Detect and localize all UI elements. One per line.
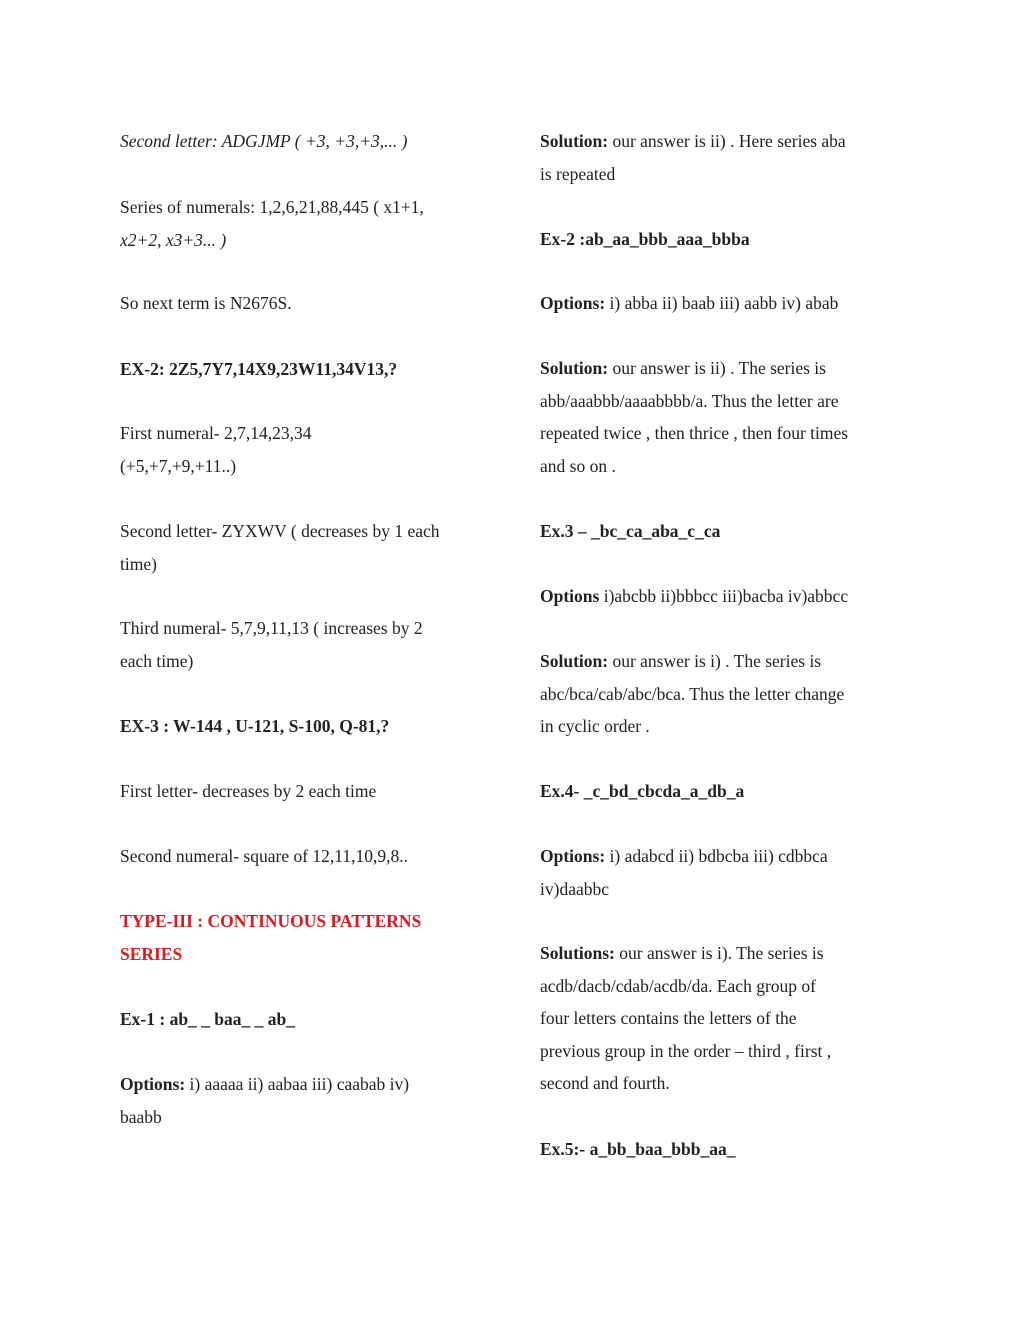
text-line: iv)daabbc	[540, 878, 609, 899]
text: our answer is i). The series is	[614, 943, 824, 963]
paragraph-solution-ex3	[540, 645, 920, 743]
paragraph-third-numeral	[120, 612, 500, 677]
text-line: time)	[120, 553, 157, 574]
label: Solution:	[540, 651, 609, 671]
text: i) aaaaa ii) aabaa iii) caabab iv)	[185, 1074, 410, 1094]
text-line: previous group in the order – third , first ,	[540, 1040, 832, 1061]
text-line: x2+2, x3+3... )	[120, 229, 227, 250]
text-line: Second letter: ADGJMP ( +3, +3,+3,... )	[120, 131, 408, 151]
text-line: Series of numerals: 1,2,6,21,88,445 ( x1+1,	[120, 197, 424, 217]
label: Solutions:	[540, 943, 615, 963]
example-heading-ex5	[540, 1133, 920, 1166]
text-line: Ex-1 : ab_ _ baa_ _ ab_	[120, 1009, 296, 1029]
text-line: Ex-2 :ab_aa_bbb_aaa_bbba	[540, 229, 750, 249]
paragraph-solution-ex2	[540, 352, 920, 482]
text-line: four letters contains the letters of the	[540, 1008, 797, 1028]
label: Options:	[540, 846, 606, 866]
example-heading-ex4	[540, 775, 920, 808]
text-line: abb/aaabbb/aaaabbbb/a. Thus the letter are	[540, 390, 839, 411]
paragraph-next-term	[120, 287, 500, 320]
label: Solution:	[540, 358, 609, 378]
paragraph-options-ex2	[540, 287, 920, 320]
text-line: Ex.3 – _bc_ca_aba_c_ca	[540, 521, 721, 541]
text: i)abcbb ii)bbbcc iii)bacba iv)abbcc	[599, 586, 849, 606]
paragraph-second-numeral	[120, 840, 500, 873]
text: our answer is ii) . Here series aba	[608, 131, 846, 151]
example-heading-ex2	[120, 353, 500, 386]
text-line: Second letter- ZYXWV ( decreases by 1 each	[120, 521, 440, 541]
example-heading-ex1	[120, 1003, 500, 1036]
text-line: acdb/dacb/cdab/acdb/da. Each group of	[540, 975, 816, 996]
text-line: EX-2: 2Z5,7Y7,14X9,23W11,34V13,?	[120, 359, 398, 379]
text-line: and so on .	[540, 455, 616, 476]
text-line: Second numeral- square of 12,11,10,9,8..	[120, 846, 409, 866]
text-line: Ex.5:- a_bb_baa_bbb_aa_	[540, 1139, 736, 1159]
text: our answer is ii) . The series is	[608, 358, 826, 378]
text-line: SERIES	[120, 943, 183, 964]
text-line: First letter- decreases by 2 each time	[120, 781, 377, 801]
text-line: baabb	[120, 1106, 162, 1127]
paragraph-solution-ex1	[540, 125, 920, 190]
text-line: repeated twice , then thrice , then four times	[540, 423, 849, 443]
text-line: Third numeral- 5,7,9,11,13 ( increases by 2	[120, 618, 423, 638]
text-line: in cyclic order .	[540, 716, 650, 736]
text-line: EX-3 : W-144 , U-121, S-100, Q-81,?	[120, 716, 390, 736]
label: Solution:	[540, 131, 609, 151]
paragraph-solution-ex4	[540, 937, 920, 1100]
text-line: abc/bca/cab/abc/bca. Thus the letter change	[540, 683, 845, 704]
paragraph-second-letter	[120, 125, 500, 158]
paragraph-first-numeral	[120, 417, 500, 482]
example-heading-ex3-series	[540, 515, 920, 548]
text-line: (+5,+7,+9,+11..)	[120, 455, 237, 476]
label: Options:	[120, 1074, 186, 1094]
paragraph-series-numerals	[120, 191, 500, 256]
text-line: Ex.4- _c_bd_cbcda_a_db_a	[540, 781, 745, 801]
paragraph-options-ex3	[540, 580, 920, 613]
paragraph-second-letter-zyxwv	[120, 515, 500, 580]
text: i) adabcd ii) bdbcba iii) cdbbca	[605, 846, 828, 866]
text-line: TYPE-III : CONTINUOUS PATTERNS	[120, 911, 422, 931]
text-line: So next term is N2676S.	[120, 293, 292, 313]
text-line: second and fourth.	[540, 1073, 670, 1093]
example-heading-ex2-series	[540, 223, 920, 256]
section-heading-type-iii	[120, 905, 500, 970]
paragraph-options-ex4	[540, 840, 920, 905]
example-heading-ex3	[120, 710, 500, 743]
text-line: each time)	[120, 650, 194, 671]
paragraph-first-letter	[120, 775, 500, 808]
text-line: First numeral- 2,7,14,23,34	[120, 423, 312, 443]
text-line: is repeated	[540, 163, 616, 184]
label: Options:	[540, 293, 606, 313]
text: i) abba ii) baab iii) aabb iv) abab	[605, 293, 839, 313]
label: Options	[540, 586, 600, 606]
text: our answer is i) . The series is	[608, 651, 822, 671]
paragraph-options-ex1	[120, 1068, 500, 1133]
